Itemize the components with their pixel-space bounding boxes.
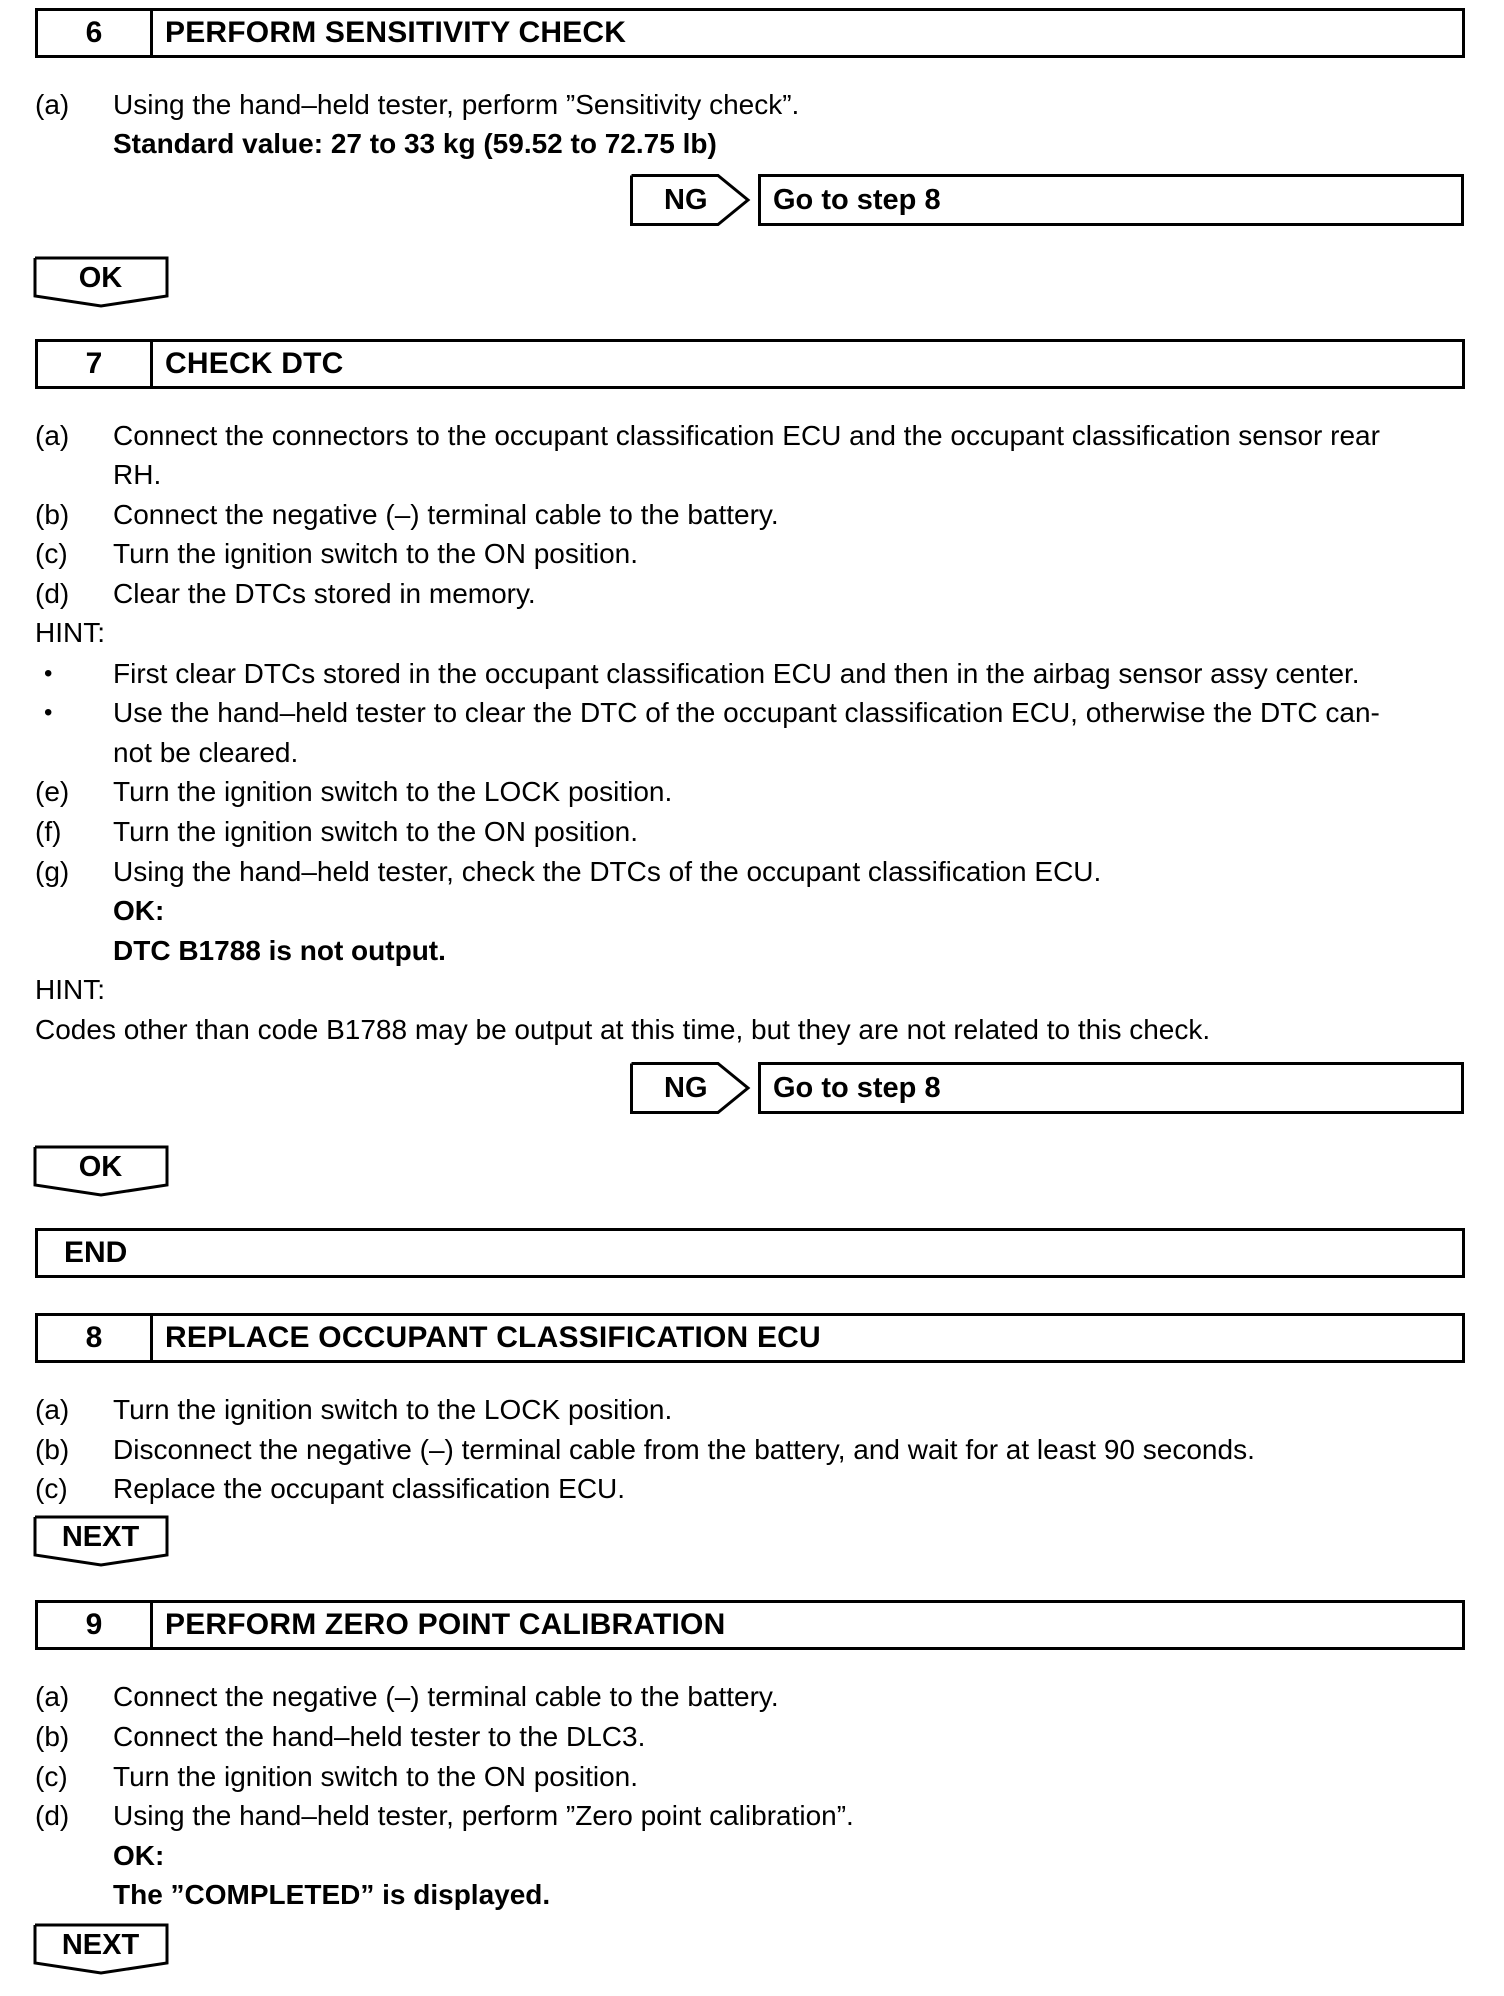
item-label: (d) bbox=[35, 578, 70, 609]
item-text: Using the hand–held tester, check the DTCs of the occupant classification ECU. bbox=[113, 856, 1102, 887]
item-label: (e) bbox=[35, 776, 70, 807]
bullet-text: Use the hand–held tester to clear the DTC of the occupant classification ECU, otherwise the DTC can- bbox=[113, 697, 1380, 728]
hint-label: HINT: bbox=[35, 974, 105, 1005]
item-text: Connect the negative (–) terminal cable to the battery. bbox=[113, 499, 779, 530]
ok-tag bbox=[33, 1145, 173, 1197]
next-label: NEXT bbox=[61, 1929, 140, 1961]
hint-label: HINT: bbox=[35, 617, 105, 648]
ok-criteria-text: The ”COMPLETED” is displayed. bbox=[113, 1879, 551, 1910]
ok-label: OK bbox=[78, 1151, 123, 1183]
item-text: Using the hand–held tester, perform ”Zero point calibration”. bbox=[113, 1800, 854, 1831]
item-label: (b) bbox=[35, 1721, 70, 1752]
ng-branch bbox=[630, 1062, 1466, 1114]
goto-step-link[interactable]: Go to step 8 bbox=[758, 1062, 1464, 1114]
goto-step-link[interactable]: Go to step 8 bbox=[758, 174, 1464, 226]
item-text-cont: RH. bbox=[113, 459, 162, 490]
ok-criteria-label: OK: bbox=[113, 895, 165, 926]
item-label: (a) bbox=[35, 420, 70, 451]
item-label: (c) bbox=[35, 1761, 68, 1792]
ng-label: NG bbox=[664, 184, 708, 216]
next-label: NEXT bbox=[61, 1521, 140, 1553]
step-number: 6 bbox=[38, 11, 153, 55]
item-label: (d) bbox=[35, 1800, 70, 1831]
item-label: (f) bbox=[35, 816, 62, 847]
next-tag bbox=[33, 1515, 173, 1567]
hint-text: Codes other than code B1788 may be output at this time, but they are not related to this check. bbox=[35, 1014, 1211, 1045]
item-label: (a) bbox=[35, 1394, 70, 1425]
item-text: Disconnect the negative (–) terminal cable from the battery, and wait for at least 90 seconds. bbox=[113, 1434, 1255, 1465]
ng-label: NG bbox=[664, 1072, 708, 1104]
end-box: END bbox=[35, 1228, 1465, 1278]
step-7-header bbox=[35, 339, 1465, 389]
ok-label: OK bbox=[78, 262, 123, 294]
bullet-text: First clear DTCs stored in the occupant classification ECU and then in the airbag sensor assy center. bbox=[113, 658, 1360, 689]
ok-tag bbox=[33, 256, 173, 308]
item-label: (b) bbox=[35, 499, 70, 530]
step-8-header bbox=[35, 1313, 1465, 1363]
bullet-icon: • bbox=[44, 699, 53, 726]
item-text: Connect the hand–held tester to the DLC3. bbox=[113, 1721, 646, 1752]
item-label: (c) bbox=[35, 1473, 68, 1504]
step-number: 7 bbox=[38, 342, 153, 386]
standard-value: Standard value: 27 to 33 kg (59.52 to 72.75 lb) bbox=[113, 128, 717, 159]
item-label: (c) bbox=[35, 538, 68, 569]
item-text: Turn the ignition switch to the LOCK position. bbox=[113, 1394, 673, 1425]
step-title: PERFORM ZERO POINT CALIBRATION bbox=[165, 1608, 726, 1641]
step-title: CHECK DTC bbox=[165, 347, 344, 380]
ng-branch bbox=[630, 174, 1466, 226]
item-label: (a) bbox=[35, 89, 70, 120]
item-label: (a) bbox=[35, 1681, 70, 1712]
step-number: 8 bbox=[38, 1316, 153, 1360]
item-text: Turn the ignition switch to the ON position. bbox=[113, 1761, 638, 1792]
ok-criteria-label: OK: bbox=[113, 1840, 165, 1871]
item-text: Connect the negative (–) terminal cable to the battery. bbox=[113, 1681, 779, 1712]
step-number: 9 bbox=[38, 1603, 153, 1647]
item-text: Clear the DTCs stored in memory. bbox=[113, 578, 536, 609]
step-title: REPLACE OCCUPANT CLASSIFICATION ECU bbox=[165, 1321, 821, 1354]
step-9-header bbox=[35, 1600, 1465, 1650]
bullet-text-cont: not be cleared. bbox=[113, 737, 299, 768]
bullet-icon: • bbox=[44, 660, 53, 687]
step-6-header bbox=[35, 8, 1465, 58]
item-text: Turn the ignition switch to the ON position. bbox=[113, 816, 638, 847]
item-text: Connect the connectors to the occupant classification ECU and the occupant classification sensor rear bbox=[113, 420, 1380, 451]
item-label: (g) bbox=[35, 856, 70, 887]
step-title: PERFORM SENSITIVITY CHECK bbox=[165, 16, 627, 49]
item-text: Replace the occupant classification ECU. bbox=[113, 1473, 626, 1504]
item-label: (b) bbox=[35, 1434, 70, 1465]
item-text: Turn the ignition switch to the ON position. bbox=[113, 538, 638, 569]
item-text: Using the hand–held tester, perform ”Sensitivity check”. bbox=[113, 89, 800, 120]
ok-criteria-text: DTC B1788 is not output. bbox=[113, 935, 446, 966]
next-tag bbox=[33, 1923, 173, 1975]
item-text: Turn the ignition switch to the LOCK position. bbox=[113, 776, 673, 807]
